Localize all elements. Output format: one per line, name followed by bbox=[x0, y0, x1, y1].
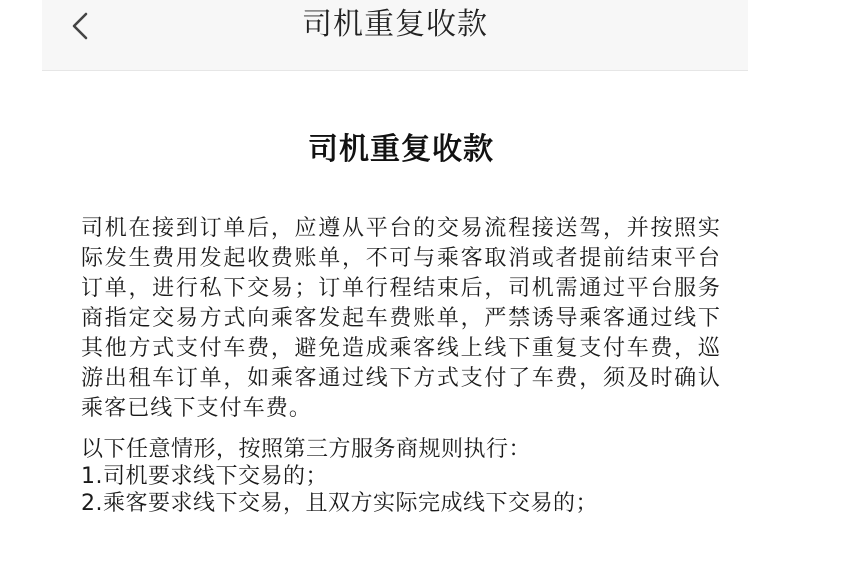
page-title: 司机重复收款 bbox=[302, 7, 488, 42]
article-title: 司机重复收款 bbox=[308, 132, 494, 167]
nav-bar bbox=[42, 0, 748, 71]
rules-section bbox=[81, 436, 721, 517]
rules-intro: 以下任意情形，按照第三方服务商规则执行： bbox=[81, 437, 532, 462]
article-paragraph: 司机在接到订单后，应遵从平台的交易流程接送驾，并按照实际发生费用发起收费账单，不可与乘客取消或者提前结束平台订单，进行私下交易；订单行程结束后，司机需通过平台服务商指定交易方式向乘客发起车费账单，严禁诱导乘客通过线下其他方式支付车费，避免造成乘客线上线下重复支付车费，巡游出租车订单，如乘客通过线下方式支付了车费，须及时确认乘客已线下支付车费。 bbox=[81, 216, 721, 421]
rule-item: 1.司机要求线下交易的； bbox=[81, 464, 328, 489]
rule-item: 2.乘客要求线下交易，且双方实际完成线下交易的； bbox=[81, 491, 598, 516]
